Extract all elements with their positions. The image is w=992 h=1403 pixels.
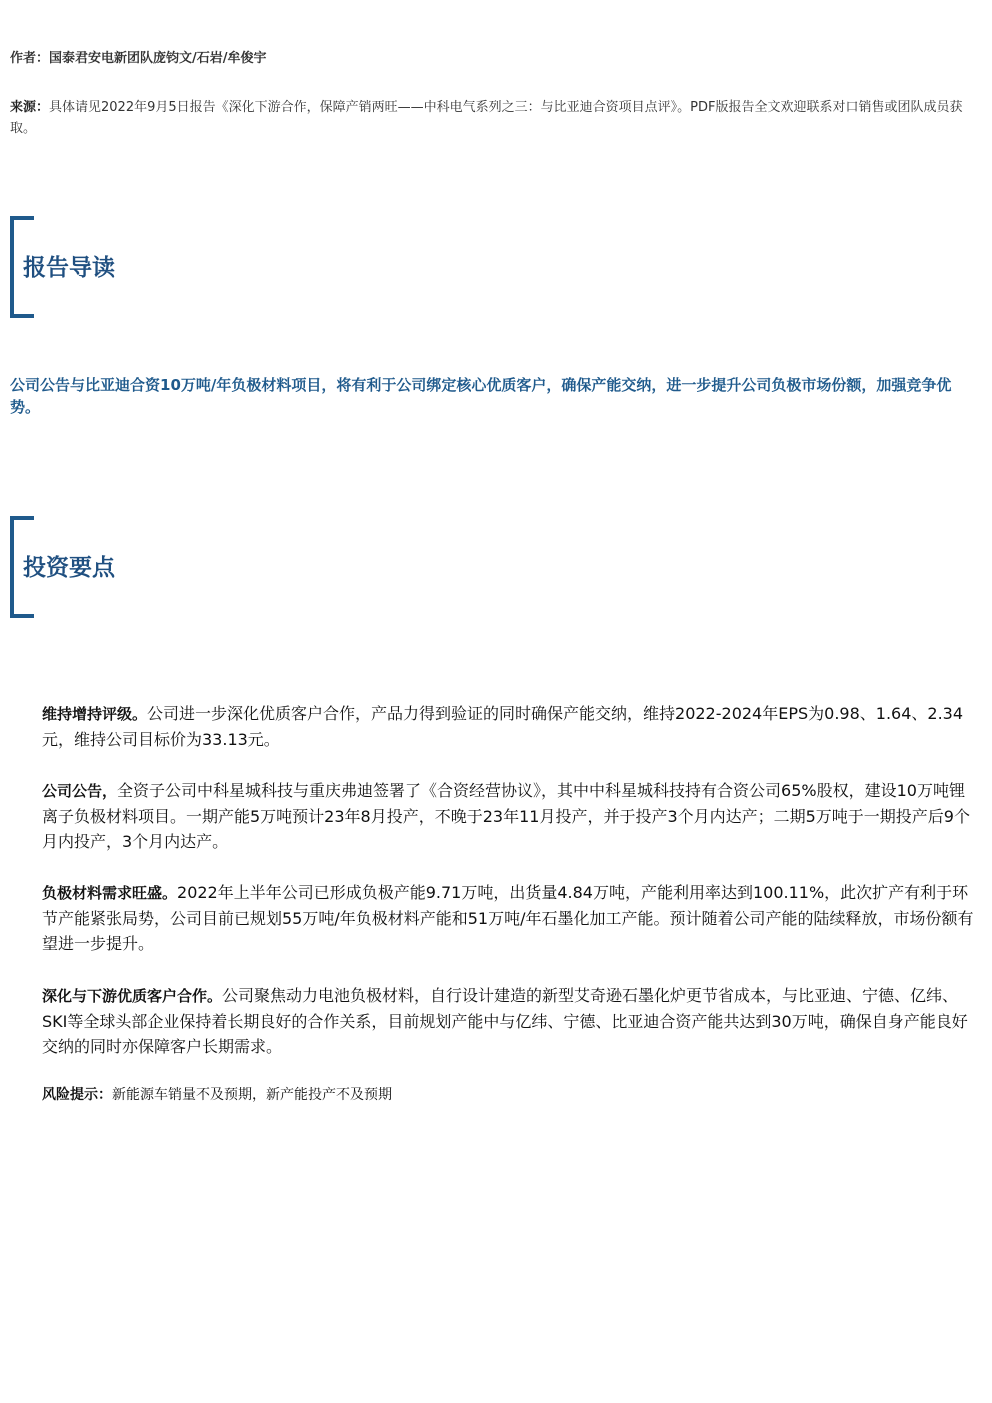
author-label: 作者：	[10, 51, 50, 66]
author-value: 国泰君安电新团队庞钧文/石岩/牟俊宇	[49, 51, 267, 66]
point-text: 2022年上半年公司已形成负极产能9.71万吨，出货量4.84万吨，产能利用率达到100.11%，此次扩产有利于环节产能紧张局势，公司目前已规划55万吨/年负极材料产能和51万吨/年石墨化加工产能。预计随着公司产能的陆续释放，市场份额有望进一步提升。	[42, 883, 974, 953]
guide-summary: 公司公告与比亚迪合资10万吨/年负极材料项目，将有利于公司绑定核心优质客户，确保产能交纳，进一步提升公司负极市场份额，加强竞争优势。	[10, 376, 952, 416]
point-lead: 负极材料需求旺盛。	[42, 884, 178, 902]
point-lead: 公司公告，	[42, 782, 118, 800]
point-text: 公司进一步深化优质客户合作，产品力得到验证的同时确保产能交纳，维持2022-2024年EPS为0.98、1.64、2.34元，维持公司目标价为33.13元。	[42, 704, 964, 749]
section-title-points: 投资要点	[23, 555, 115, 581]
point-announcement	[42, 778, 980, 854]
point-text: 公司聚焦动力电池负极材料，自行设计建造的新型艾奇逊石墨化炉更节省成本，与比亚迪、宁德、亿纬、SKI等全球头部企业保持着长期良好的合作关系，目前规划产能中与亿纬、宁德、比亚迪合资产能共达到30万吨，确保自身产能良好交纳的同时亦保障客户长期需求。	[42, 986, 968, 1056]
point-text: 全资子公司中科星城科技与重庆弗迪签署了《合资经营协议》，其中中科星城科技持有合资公司65%股权，建设10万吨锂离子负极材料项目。一期产能5万吨预计23年8月投产，不晚于23年11月投产，并于投产3个月内达产；二期5万吨于一期投产后9个月内投产，3个月内达产。	[42, 781, 970, 851]
section-header-points	[10, 516, 310, 624]
source-label: 来源：	[10, 100, 50, 115]
point-lead: 风险提示：	[42, 1087, 112, 1103]
point-customers	[42, 983, 980, 1059]
point-lead: 维持增持评级。	[42, 705, 148, 723]
source-value: 具体请见2022年9月5日报告《深化下游合作，保障产销两旺——中科电气系列之三：与比亚迪合资项目点评》。PDF版报告全文欢迎联系对口销售或团队成员获取。	[10, 100, 963, 136]
point-rating	[42, 701, 980, 752]
source-line	[10, 97, 975, 139]
point-lead: 深化与下游优质客户合作。	[42, 987, 223, 1005]
point-risk	[42, 1084, 980, 1106]
point-demand	[42, 880, 980, 956]
author-line	[10, 48, 975, 69]
point-text: 新能源车销量不及预期，新产能投产不及预期	[112, 1087, 392, 1103]
section-header-guide	[10, 216, 310, 324]
section-title-guide: 报告导读	[23, 255, 115, 281]
